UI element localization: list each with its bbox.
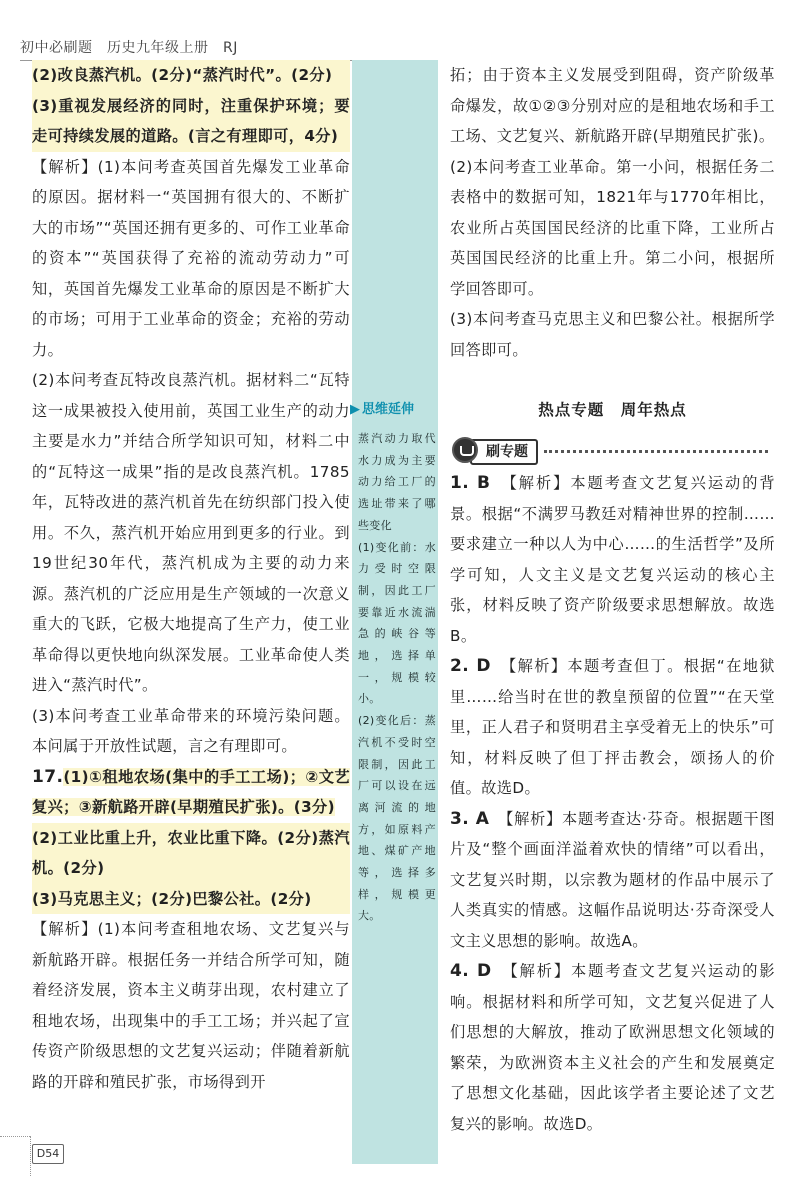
answer-17-2: (2)工业比重上升，农业比重下降。(2分)蒸汽机。(2分) xyxy=(32,823,350,884)
analysis-17-1-cont: 拓；由于资本主义发展受到阻碍，资产阶级革命爆发，故①②③分别对应的是租地农场和手工工场、文艺复兴、新航路开辟(早期殖民扩张)。 xyxy=(450,66,775,145)
analysis-17-1: 【解析】(1)本问考查租地农场、文艺复兴与新航路开辟。根据任务一并结合所学可知，随着经济发展，资本主义萌芽出现，农村建立了租地农场，出现集中的手工工场；并兴起了宣传资产阶级思想的文艺复兴运动；伴随着新航路的开辟和殖民扩张，市场得到开 xyxy=(32,920,350,1091)
answer-1-number: 1. B xyxy=(450,473,491,493)
dotted-divider xyxy=(544,450,768,455)
answer-4-text: 【解析】本题考查文艺复兴运动的影响。根据材料和所学可知，文艺复兴促进了人们思想的大解放，推动了欧洲思想文化领域的繁荣，为欧洲资本主义社会的产生和发展奠定了思想文化基础，因此该学者主要论述了文艺复兴的影响。故选D。 xyxy=(450,962,776,1133)
footer-dotted-line xyxy=(0,1136,30,1138)
sidebar-tag-label: 思维延伸 xyxy=(362,402,415,417)
answer-16-3: (3)重视发展经济的同时，注重保护环境；要走可持续发展的道路。(言之有理即可，4分) xyxy=(32,91,350,152)
analysis-16-3: (3)本问考查工业革命带来的环境污染问题。本问属于开放性试题，言之有理即可。 xyxy=(32,706,350,755)
answer-17-1: (1)①租地农场(集中的手工工场)；②文艺复兴；③新航路开辟(早期殖民扩张)。(3分) xyxy=(32,767,350,816)
question-17-number: 17. xyxy=(32,766,64,787)
running-header: 初中必刷题 历史九年级上册 RJ xyxy=(20,40,238,56)
sidebar-tag xyxy=(350,400,414,420)
left-column xyxy=(32,60,350,1097)
brush-label: 刷专题 xyxy=(470,439,538,465)
answers-list xyxy=(450,468,775,1139)
section-title: 热点专题 周年热点 xyxy=(538,401,687,419)
answer-2-number: 2. D xyxy=(450,656,491,676)
analysis-17-2: (2)本问考查工业革命。第一小问，根据任务二表格中的数据可知，1821年与1770年相比，农业所占英国国民经济的比重下降，工业所占英国国民经济的比重上升。第二小问，根据所学回答即可。 xyxy=(450,157,775,298)
sidebar-question: 蒸汽动力取代水力成为主要动力给工厂的选址带来了哪些变化 xyxy=(358,432,436,532)
analysis-16-2: (2)本问考查瓦特改良蒸汽机。据材料二“瓦特这一成果被投入使用前，英国工业生产的动力主要是水力”并结合所学知识可知，材料二中的“瓦特这一成果”指的是改良蒸汽机。1785年，瓦特改进的蒸汽机首先在纺织部门投入使用。不久，蒸汽机开始应用到更多的行业。到19世纪30年代，蒸汽机成为主要的动力来源。蒸汽机的广泛应用是生产领域的一次意义重大的飞跃，它极大地提高了生产力，使工业革命得以更快地向纵深发展。工业革命使人类进入“蒸汽时代”。 xyxy=(32,371,350,694)
answer-3-text: 【解析】本题考查达·芬奇。根据题干图片及“整个画面洋溢着欢快的情绪”可以看出，文艺复兴时期，以宗教为题材的作品中展示了人类真实的情感。这幅作品说明达·芬奇深受人文主义思想的影响。故选A。 xyxy=(450,809,775,950)
right-column xyxy=(450,60,775,365)
answer-17-3: (3)马克思主义；(2分)巴黎公社。(2分) xyxy=(32,884,350,915)
analysis-17-3: (3)本问考查马克思主义和巴黎公社。根据所学回答即可。 xyxy=(450,310,775,359)
answer-16-2: (2)改良蒸汽机。(2分)“蒸汽时代”。(2分) xyxy=(32,60,350,91)
answer-1-text: 【解析】本题考查文艺复兴运动的背景。根据“不满罗马教廷对精神世界的控制……要求建立一种以人为中心……的生活哲学”及所学可知，人文主义是文艺复兴运动的核心主张，材料反映了资产阶级要求思想解放。故选B。 xyxy=(450,474,775,645)
brush-icon xyxy=(452,437,478,463)
brush-topic-banner xyxy=(452,437,772,465)
sidebar-note xyxy=(358,428,436,927)
answer-3-number: 3. A xyxy=(450,808,490,829)
sidebar-after: (2)变化后：蒸汽机不受时空限制，因此工厂可以设在远离河流的地方，如原料产地、煤矿产地等，选择多样，规模更大。 xyxy=(358,714,436,923)
answer-4-number: 4. D xyxy=(450,961,492,981)
arrow-right-icon: ▶ xyxy=(350,402,360,417)
analysis-16-1: 【解析】(1)本问考查英国首先爆发工业革命的原因。据材料一“英国拥有很大的、不断扩大的市场”“英国还拥有更多的、可作工业革命的资本”“英国获得了充裕的流动劳动力”可知，英国首先爆发工业革命的原因是不断扩大的市场；可用于工业革命的资金；充裕的劳动力。 xyxy=(32,157,350,359)
sidebar-before: (1)变化前：水力受时空限制，因此工厂要靠近水流湍急的峡谷等地，选择单一，规模较小。 xyxy=(358,540,436,706)
answer-2-text: 【解析】本题考查但丁。根据“在地狱里……给当时在世的教皇预留的位置”“在天堂里，正人君子和贤明君主享受着无上的快乐”可知，材料反映了但丁抨击教会，颂扬人的价值。故选D。 xyxy=(450,657,776,797)
page-number: D54 xyxy=(32,1144,64,1164)
